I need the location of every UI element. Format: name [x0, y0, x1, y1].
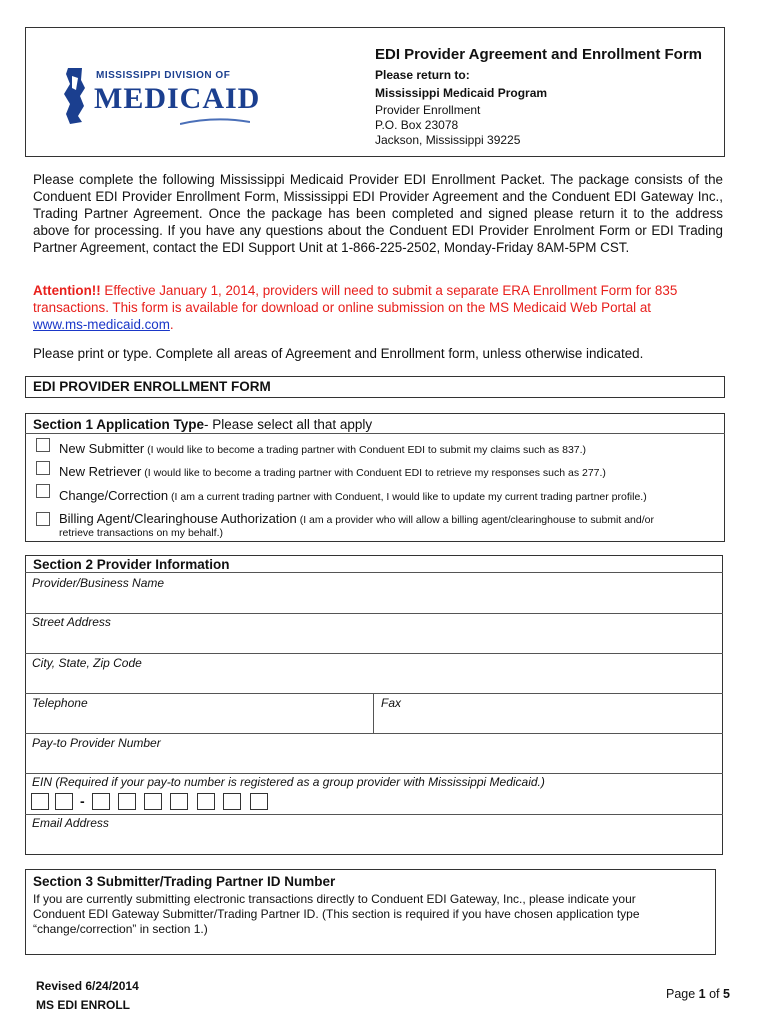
section-1-title-divider [25, 433, 725, 434]
medicaid-logo [60, 66, 260, 130]
billing-agent-desc: (I am a provider who will allow a billing agent/clearinghouse to submit and/or [296, 514, 654, 526]
fax-label: Fax [381, 696, 402, 710]
change-correction-checkbox[interactable] [36, 484, 50, 498]
new-retriever-label: New Retriever [59, 464, 142, 479]
option-change-correction [59, 487, 647, 505]
ein-digit-box[interactable] [144, 793, 162, 810]
street-address-field[interactable] [26, 614, 722, 653]
option-new-retriever [59, 463, 606, 481]
attention-label: Attention!! [33, 283, 101, 298]
attention-paragraph [33, 282, 683, 333]
change-correction-desc: (I am a current trading partner with Conduent, I would like to update my current trading partner profile.) [168, 491, 647, 503]
form-code: MS EDI ENROLL [36, 998, 131, 1012]
logo-big-text: MEDICAID [94, 82, 261, 115]
divider-5 [25, 773, 723, 774]
pay-to-provider-label: Pay-to Provider Number [32, 736, 161, 750]
ms-medicaid-link[interactable]: www.ms-medicaid.com [33, 317, 170, 332]
ein-digit-box[interactable] [197, 793, 215, 810]
email-address-label: Email Address [32, 816, 109, 830]
section-3-line-2: Conduent EDI Gateway Submitter/Trading Partner ID. (This section is required if you have chosen application type [33, 907, 640, 921]
section-2-title: Section 2 Provider Information [33, 557, 230, 572]
attention-end: . [169, 317, 174, 332]
instruction-text: Please print or type. Complete all areas of Agreement and Enrollment form, unless otherwise indicated. [33, 346, 644, 361]
business-name-label: Provider/Business Name [32, 576, 165, 590]
new-submitter-checkbox[interactable] [36, 438, 50, 452]
ein-digit-box[interactable] [223, 793, 241, 810]
section-3-line-1: If you are currently submitting electronic transactions directly to Conduent EDI Gateway, Inc., please indicate your [33, 892, 636, 906]
ein-digit-box[interactable] [55, 793, 73, 810]
attention-text: Effective January 1, 2014, providers will need to submit a separate ERA Enrollment Form for 835 transactions. This form is available for download or online submission on the MS Medicaid Web Portal at [33, 283, 678, 315]
ein-dash: - [80, 793, 85, 809]
address-line-3: Jackson, Mississippi 39225 [375, 133, 521, 147]
section-3-line-3: “change/correction” in section 1.) [33, 922, 208, 936]
street-address-label: Street Address [32, 615, 111, 629]
new-submitter-label: New Submitter [59, 441, 145, 456]
email-address-field[interactable] [26, 815, 722, 854]
form-title: EDI PROVIDER ENROLLMENT FORM [33, 379, 271, 394]
address-line-2: P.O. Box 23078 [375, 118, 459, 132]
ein-digit-box[interactable] [31, 793, 49, 810]
ein-label: EIN (Required if your pay-to number is registered as a group provider with Mississippi Medicaid.) [32, 775, 545, 789]
city-state-zip-field[interactable] [26, 654, 722, 693]
pay-to-provider-field[interactable] [26, 734, 722, 773]
business-name-field[interactable] [26, 573, 722, 613]
page-number [666, 987, 730, 1001]
form-header-title: EDI Provider Agreement and Enrollment Form [375, 46, 703, 63]
logo-small-text: MISSISSIPPI DIVISION OF [96, 70, 231, 81]
logo-swoosh-icon [180, 118, 250, 128]
section-1-heading: Section 1 Application Type [33, 417, 205, 432]
mississippi-state-icon [60, 66, 90, 126]
ein-digit-box[interactable] [118, 793, 136, 810]
section-3-title: Section 3 Submitter/Trading Partner ID Number [33, 874, 336, 889]
page-current: 1 [698, 987, 706, 1001]
address-line-1: Provider Enrollment [375, 103, 481, 117]
page-of: of [705, 987, 723, 1001]
ein-digit-box[interactable] [92, 793, 110, 810]
city-state-zip-label: City, State, Zip Code [32, 656, 142, 670]
telephone-label: Telephone [32, 696, 88, 710]
page-prefix: Page [666, 987, 699, 1001]
new-retriever-desc: (I would like to become a trading partner with Conduent EDI to retrieve my responses such as 277.) [141, 467, 606, 479]
telephone-field[interactable] [26, 694, 372, 733]
change-correction-label: Change/Correction [59, 488, 169, 503]
billing-agent-checkbox[interactable] [36, 512, 50, 526]
page-total: 5 [723, 987, 730, 1001]
revised-date: Revised 6/24/2014 [36, 979, 139, 993]
fax-field[interactable] [374, 694, 722, 733]
option-billing-agent [59, 510, 654, 528]
ein-digit-box[interactable] [250, 793, 268, 810]
intro-paragraph: Please complete the following Mississippi Medicaid Provider EDI Enrollment Packet. The package consists of the Conduent EDI Provider Enrollment Form, Mississippi EDI Provider Agreement and the Conduent EDI Gateway Inc., Trading Partner Agreement. Once the package has been completed and signed please return it to the address above for processing. If you have any questions about the Conduent EDI Provider Enrolment Form or EDI Trading Partner Agreement, contact the EDI Support Unit at 1-866-225-2502, Monday-Friday 8AM-5PM CST. [33, 172, 723, 255]
program-name: Mississippi Medicaid Program [375, 86, 548, 100]
option-new-submitter [59, 440, 586, 458]
billing-agent-desc-2: retrieve transactions on my behalf.) [59, 527, 223, 539]
new-retriever-checkbox[interactable] [36, 461, 50, 475]
section-1-subtitle: - Please select all that apply [204, 417, 373, 432]
return-to-label: Please return to: [375, 68, 470, 82]
new-submitter-desc: (I would like to become a trading partner with Conduent EDI to submit my claims such as 837.) [144, 444, 587, 456]
section-1-title [33, 417, 372, 432]
ein-digit-box[interactable] [170, 793, 188, 810]
billing-agent-label: Billing Agent/Clearinghouse Authorization [59, 511, 297, 526]
